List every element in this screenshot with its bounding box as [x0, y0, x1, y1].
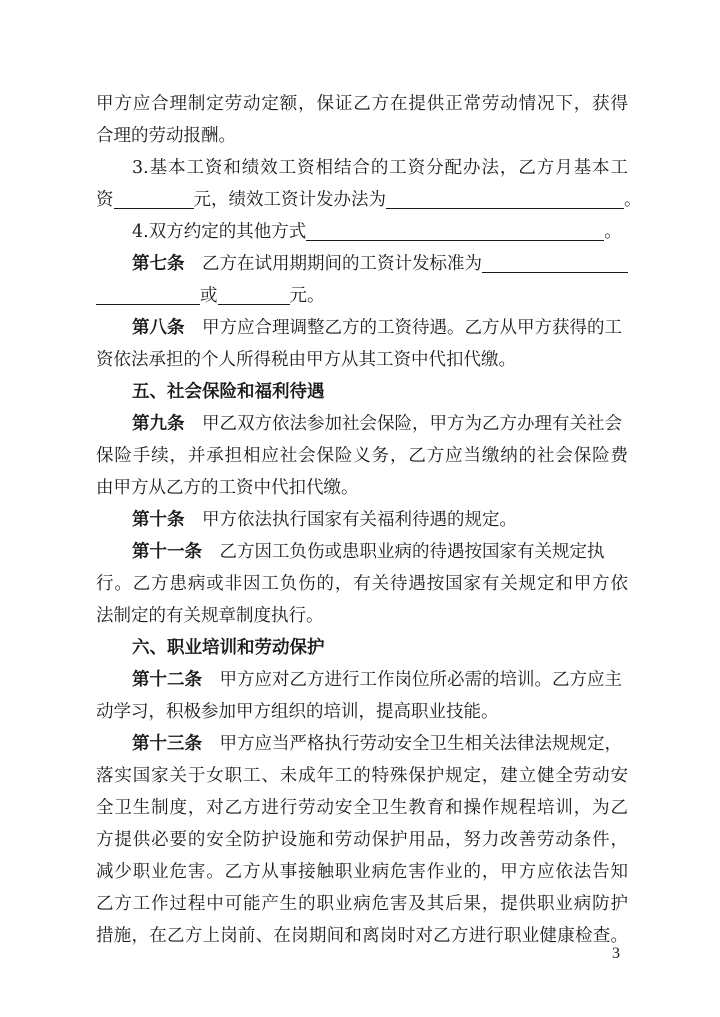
text-line: 全卫生制度，对乙方进行劳动安全卫生教育和操作规程培训，为乙 [96, 798, 628, 818]
article-text: 乙方因工负伤或患职业病的待遇按国家有关规定执 [219, 542, 605, 562]
article-title: 第十一条 [132, 542, 202, 562]
text-line: 保险手续，并承担相应社会保险义务，乙方应当缴纳的社会保险费 [96, 446, 628, 466]
text-line [132, 216, 628, 248]
fill-blank[interactable] [386, 188, 624, 209]
text-line: 法制定的有关规章制度执行。 [96, 606, 324, 626]
article-text: 甲方应当严格执行劳动安全卫生相关法律法规规定， [219, 734, 622, 754]
text-line: 3.基本工资和绩效工资相结合的工资分配办法，乙方月基本工 [132, 158, 628, 178]
text-line: 措施，在乙方上岗前、在岗期间和离岗时对乙方进行职业健康检查。 [96, 926, 628, 946]
article-text: 甲方应对乙方进行工作岗位所必需的培训。乙方应主 [219, 670, 622, 690]
text-line: 落实国家关于女职工、未成年工的特殊保护规定，建立健全劳动安 [96, 766, 628, 786]
text-line [96, 280, 628, 312]
text-line: 减少职业危害。乙方从事接触职业病危害作业的，甲方应依法告知 [96, 862, 628, 882]
text-line: 由甲方从乙方的工资中代扣代缴。 [96, 478, 359, 498]
text-line: 甲方应合理制定劳动定额，保证乙方在提供正常劳动情况下，获得 [96, 94, 628, 114]
article-text: 甲方依法执行国家有关福利待遇的规定。 [202, 510, 517, 530]
article-title: 第十二条 [132, 670, 202, 690]
article-7 [132, 248, 628, 280]
article-text: 甲方应合理调整乙方的工资待遇。乙方从甲方获得的工 [202, 318, 622, 338]
text-fragment: 4.双方约定的其他方式 [132, 222, 307, 242]
article-9 [132, 408, 628, 440]
article-title: 第八条 [132, 318, 185, 338]
text-fragment: 元。 [289, 286, 325, 306]
article-12 [132, 664, 628, 696]
article-13 [132, 728, 628, 760]
article-8 [132, 312, 628, 344]
article-title: 第七条 [132, 254, 185, 274]
article-text: 甲乙双方依法参加社会保险，甲方为乙方办理有关社会 [202, 414, 622, 434]
article-text: 乙方在试用期期间的工资计发标准为 [202, 254, 482, 274]
article-title: 第九条 [132, 414, 185, 434]
text-line: 资依法承担的个人所得税由甲方从其工资中代扣代缴。 [96, 350, 516, 370]
text-fragment: 。 [604, 222, 622, 242]
fill-blank[interactable] [306, 220, 604, 241]
text-line: 动学习，积极参加甲方组织的培训，提高职业技能。 [96, 702, 499, 722]
text-line: 行。乙方患病或非因工负伤的，有关待遇按国家有关规定和甲方依 [96, 574, 628, 594]
page-number: 3 [612, 945, 620, 962]
text-line: 方提供必要的安全防护设施和劳动保护用品，努力改善劳动条件， [96, 830, 628, 850]
text-fragment: 或 [200, 286, 218, 306]
fill-blank[interactable] [218, 284, 290, 305]
fill-blank[interactable] [482, 252, 628, 273]
text-fragment: 元，绩效工资计发办法为 [193, 190, 386, 210]
text-line: 乙方工作过程中可能产生的职业病危害及其后果，提供职业病防护 [96, 894, 628, 914]
text-fragment: 。 [624, 190, 642, 210]
article-10 [132, 504, 628, 536]
section-heading: 五、社会保险和福利待遇 [132, 382, 325, 402]
text-line [96, 184, 642, 216]
text-line: 合理的劳动报酬。 [96, 126, 236, 146]
text-fragment: 资 [96, 190, 114, 210]
article-title: 第十三条 [132, 734, 202, 754]
article-11 [132, 536, 628, 568]
article-title: 第十条 [132, 510, 185, 530]
fill-blank[interactable] [96, 284, 200, 305]
fill-blank[interactable] [114, 188, 194, 209]
section-heading: 六、职业培训和劳动保护 [132, 638, 325, 658]
